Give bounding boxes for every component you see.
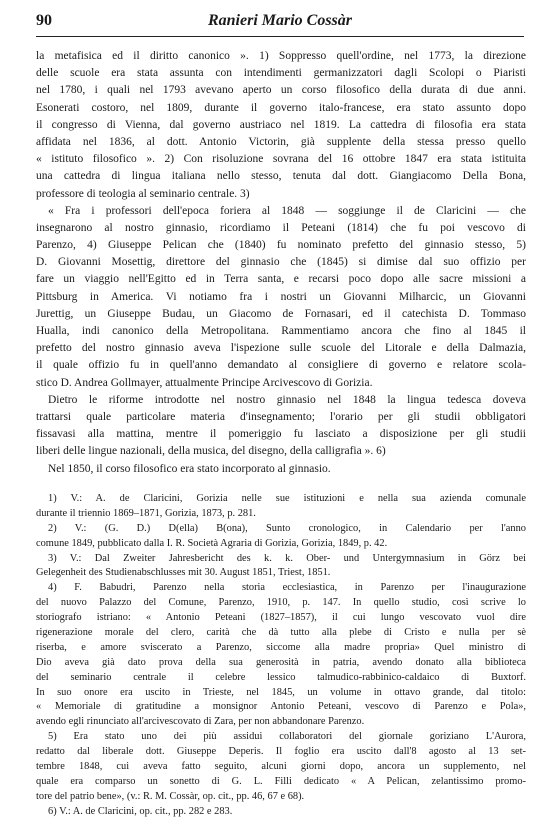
text-line: Jurettig, un Giuseppe Budau, un Giacomo de Fornasari, ed il catechista D. Tommaso <box>36 307 526 320</box>
footnote-line: avendo egli rinunciato all'arcivescovato di Zara, per non abbandonare Parenzo. <box>36 716 365 728</box>
text-line: il quale offizio fu in quell'anno demandato al consigliere di governo e relatore scola- <box>36 359 526 372</box>
footnote-line: 4) F. Babudri, Parenzo nella storia ecclesiastica, in Parenzo per l'inaugurazione <box>48 582 526 594</box>
text-line: Nel 1850, il corso filosofico era stato incorporato al ginnasio. <box>48 462 331 475</box>
footnote-line: riserba, e amore sviscerato a Parenzo, siccome alla madre propria» Quel ministro di <box>36 641 526 653</box>
text-line: prefetto del nostro ginnasio aveva l'ispezione sulle scuole del Litorale e della Dalmazia, <box>36 342 526 355</box>
text-line: il congresso di Vienna, dal governo austriaco nel 1819. La cattedra di filosofia era stata <box>36 118 526 131</box>
footnote-line: Dio aveva già dato prova della sua generosità in patria, avendo donato alla biblioteca <box>36 656 526 668</box>
footnote-line: 6) V.: A. de Claricini, op. cit., pp. 282 e 283. <box>48 805 233 817</box>
text-line: professore di teologia al seminario centrale. 3) <box>36 187 250 200</box>
text-line: trattarsi quale particolare materia d'insegnamento; l'orario per gli studii obbligatori <box>36 410 526 423</box>
body-text <box>36 48 526 478</box>
text-line: nel 1780, i quali nel 1793 avevano aperto un corso filosofico della durata di due anni. <box>36 84 526 97</box>
text-line: Hualla, indi canonico della Metropolitana. Rammentiamo ancora che fino al 1845 il <box>36 325 526 337</box>
footnote-line: 3) V.: Dal Zweiter Jahresbericht des k. k. Ober- und Untergymnasium in Görz bei <box>48 552 526 564</box>
page-number: 90 <box>36 12 52 29</box>
running-title: Ranieri Mario Cossàr <box>207 12 353 29</box>
text-line: la metafisica ed il diritto canonico ». 1) Soppresso quell'ordine, nel 1773, la direzione <box>36 50 526 62</box>
footnotes <box>36 492 526 820</box>
footnote-line: quale era comparso un sonetto di G. L. Filli dedicato « A Pelican, zelantissimo promo- <box>36 775 526 787</box>
footnote-line: Gelegenheit des Studienabschlusses mit 30. August 1851, Triest, 1851. <box>36 567 331 579</box>
footnote-line: del nuovo Palazzo del Comune, Parenzo, 1910, p. 147. In quello studio, così scrive lo <box>36 597 526 609</box>
footnote-line: durante il triennio 1869–1871, Gorizia, 1873, p. 281. <box>36 507 256 519</box>
text-line: insegnarono al nostro ginnasio, ricordiamo il Peteani (1814) che fu poi vescovo di <box>36 221 526 234</box>
text-line: fare un viaggio nell'Egitto ed in Terra santa, e recarsi poco dopo alle sacre missioni a <box>36 273 526 286</box>
page-header <box>36 12 524 34</box>
footnote-line: 2) V.: (G. D.) D(ella) B(ona), Sunto cronologico, in Calendario per l'anno <box>48 522 526 534</box>
footnote-line: tembre 1848, cui aveva fatto seguito, alcuni giorni dopo, ancora un supplemento, nel <box>36 761 526 773</box>
text-line: Esonerati costoro, nel 1809, durante il governo italo-francese, era stato assunto dopo <box>36 101 526 114</box>
text-line: fissavasi alla mattina, mentre il pomeriggio fu lasciato a disposizione per gli studii <box>36 428 526 441</box>
text-line: liberi delle lingue nazionali, della musica, del disegno, della calligrafia ». 6) <box>36 445 386 458</box>
footnote-line: rigenerazione morale del clero, carità che dà tutto alla plebe di Cristo e nulla per sè <box>36 627 526 639</box>
text-line: D. Giovanni Mosettig, direttore del ginnasio che (1845) si dimise dal suo offizio per <box>36 256 526 269</box>
footnote-line: 1) V.: A. de Claricini, Gorizia nelle sue istituzioni e nella sua azienda comunale <box>48 493 526 504</box>
text-line: Dietro le riforme introdotte nel nostro ginnasio nel 1848 la lingua tedesca doveva <box>48 393 526 406</box>
text-line: delle scuole era stata assunta con intendimenti germanizzatori dagli Scolopi o Piaristi <box>36 67 526 80</box>
text-line: una cattedra di lingua italiana nello stesso, tenuta dal dott. Giangiacomo Della Bona, <box>36 170 526 183</box>
text-line: « istituto filosofico ». 2) Con risoluzione sovrana del 16 ottobre 1847 era stata istituita <box>36 153 526 166</box>
text-line: Parenzo, 4) Giuseppe Pelican che (1840) fu nominato prefetto del ginnasio stesso, 5) <box>36 239 526 252</box>
text-line: affidata nel 1836, al dott. Antonio Victorin, già supplente della stessa presso quello <box>36 135 526 148</box>
footnote-line: del seminario centrale il celebre lessico talmudico-rabbinico-caldaico di Buxtorf. <box>36 671 526 683</box>
footnote-line: comune 1849, pubblicato dalla I. R. Società Agraria di Gorizia, Gorizia, 1849, p. 42. <box>36 537 388 549</box>
text-line: « Fra i professori dell'epoca foriera al 1848 — soggiunge il de Claricini — che <box>48 204 526 217</box>
footnote-line: 5) Era stato uno dei più assidui collaboratori del giornale goriziano L'Aurora, <box>48 731 526 743</box>
footnote-line: storiografo istriano: « Antonio Peteani (1827–1857), il cui lungo vescovato vuol dire <box>36 612 526 624</box>
footnote-line: redatto dal liberale dott. Giuseppe Deperis. Il foglio era uscito dall'8 agosto al 13 set- <box>36 746 526 758</box>
footnote-line: « Memoriale di gratitudine a monsignor Antonio Peteani, vescovo di Parenzo e Pola», <box>36 701 526 713</box>
footnote-line: In suo onore era uscito in Trieste, nel 1845, un volume in ottavo grande, dal titolo: <box>36 686 526 698</box>
text-line: stico D. Andrea Gollmayer, attualmente Principe Arcivescovo di Gorizia. <box>36 376 373 389</box>
footnote-line: tore del patrio bene», (v.: R. M. Cossàr, op. cit., pp. 46, 67 e 68). <box>36 790 305 802</box>
text-line: Pittsburg in America. Vi notiamo fra i nostri un Giovanni Milharcic, un Giovanni <box>36 290 526 303</box>
header-rule <box>36 36 524 37</box>
